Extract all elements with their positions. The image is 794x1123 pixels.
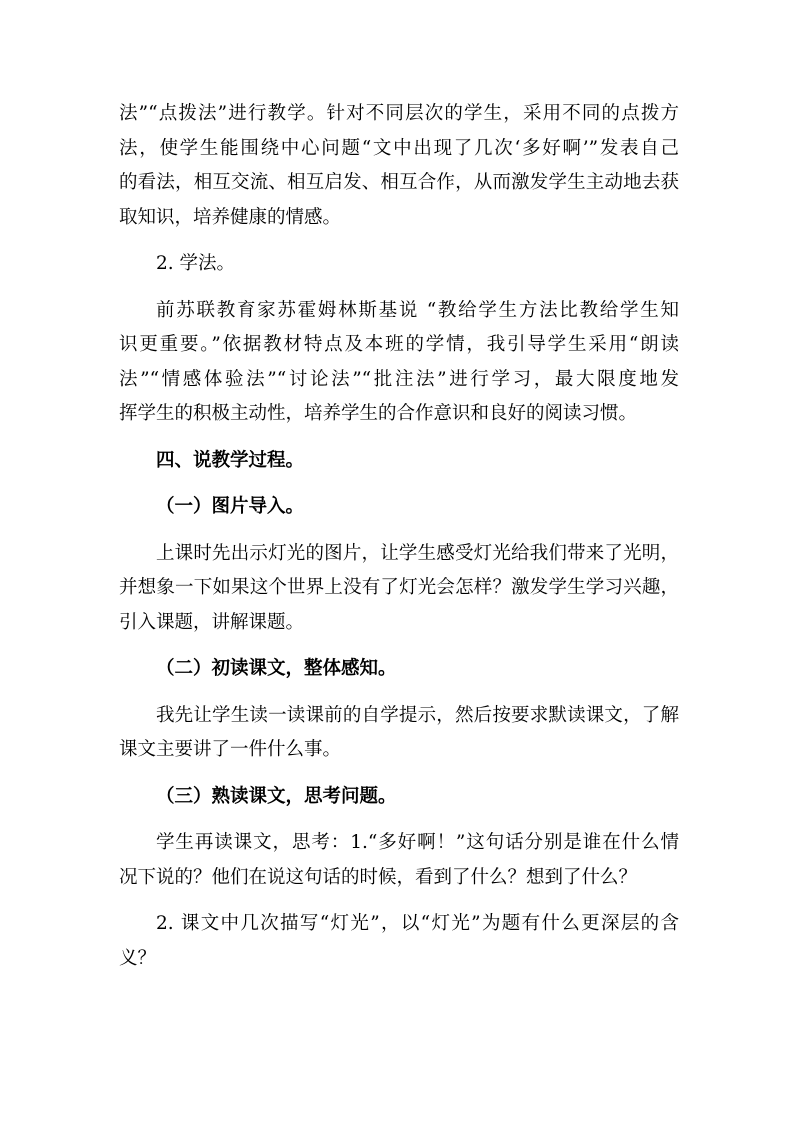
text-line: 法”“情感体验法”“讨论法”“批注法”进行学习，最大限度地发 bbox=[119, 368, 679, 390]
text-line: 并想象一下如果这个世界上没有了灯光会怎样？激发学生学习兴趣， bbox=[119, 577, 679, 598]
text-line: 课文主要讲了一件什么事。 bbox=[119, 739, 342, 760]
subheading-close-reading bbox=[119, 780, 679, 815]
text-line: 我先让学生读一读课前的自学提示，然后按要求默读课文，了解 bbox=[156, 704, 679, 726]
text-line: 的看法，相互交流、相互启发、相互合作，从而激发学生主动地去获 bbox=[119, 172, 679, 193]
paragraph-question-two bbox=[119, 907, 679, 976]
heading-line: 四、说教学过程。 bbox=[156, 449, 305, 471]
text-line: 前苏联教育家苏霍姆林斯基说 “教给学生方法比教给学生知 bbox=[156, 299, 679, 321]
paragraph-learning-method-heading bbox=[119, 247, 679, 282]
text-line: 2. 课文中几次描写“灯光”，以“灯光”为题有什么更深层的含 bbox=[156, 913, 679, 934]
paragraph-question-one bbox=[119, 826, 679, 895]
subheading-picture-intro bbox=[119, 490, 679, 525]
text-line: 2. 学法。 bbox=[156, 253, 236, 274]
text-line: 况下说的？他们在说这句话的时候，看到了什么？想到了什么？ bbox=[119, 866, 638, 888]
paragraph-picture-intro bbox=[119, 537, 679, 641]
document-page bbox=[119, 97, 679, 988]
paragraph-first-reading bbox=[119, 699, 679, 768]
text-line: 挥学生的积极主动性，培养学生的合作意识和良好的阅读习惯。 bbox=[119, 403, 638, 424]
text-line: 法”“点拨法”进行教学。针对不同层次的学生，采用不同的点拨方 bbox=[119, 103, 679, 124]
section-heading-teaching-process bbox=[119, 444, 679, 479]
paragraph-learning-method bbox=[119, 294, 679, 432]
text-line: 取知识，培养健康的情感。 bbox=[119, 206, 342, 228]
text-line: 上课时先出示灯光的图片，让学生感受灯光给我们带来了光明， bbox=[156, 542, 679, 564]
text-line: 义？ bbox=[119, 947, 157, 969]
paragraph-teaching-method-continued bbox=[119, 97, 679, 235]
text-line: 法，使学生能围绕中心问题“文中出现了几次‘多好啊’”发表自己 bbox=[119, 137, 679, 159]
heading-line: （二）初读课文，整体感知。 bbox=[156, 658, 397, 679]
text-line: 引入课题，讲解课题。 bbox=[119, 611, 305, 633]
text-line: 识更重要。”依据教材特点及本班的学情，我引导学生采用“朗读 bbox=[119, 334, 679, 355]
heading-line: （一）图片导入。 bbox=[156, 496, 305, 517]
subheading-first-reading bbox=[119, 652, 679, 687]
heading-line: （三）熟读课文，思考问题。 bbox=[156, 785, 397, 807]
text-line: 学生再读课文，思考：1.“多好啊！”这句话分别是谁在什么情 bbox=[156, 832, 679, 853]
